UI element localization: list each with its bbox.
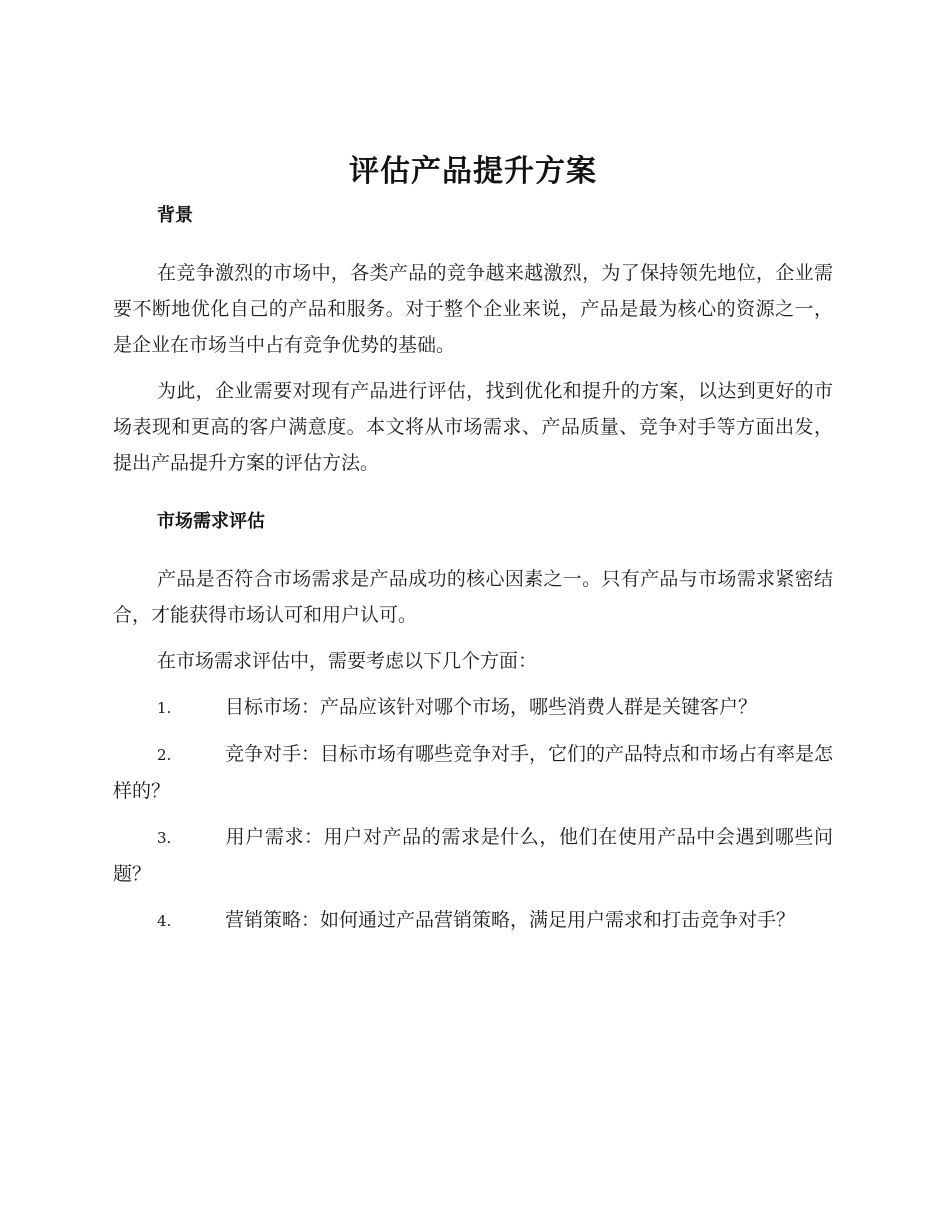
list-number: 3. [157,829,172,847]
paragraph: 为此，企业需要对现有产品进行评估，找到优化和提升的方案，以达到更好的市场表现和更高的客户满意度。本文将从市场需求、产品质量、竞争对手等方面出发，提出产品提升方案的评估方法。 [113,380,833,474]
paragraph: 在市场需求评估中，需要考虑以下几个方面： [157,650,538,672]
document-title: 评估产品提升方案 [349,154,597,189]
section-heading-background: 背景 [157,205,193,226]
list-item-text: 营销策略：如何通过产品营销策略，满足用户需求和打击竞争对手？ [225,909,796,931]
list-number: 4. [157,912,172,930]
list-item [113,902,833,939]
paragraph: 在竞争激烈的市场中，各类产品的竞争越来越激烈，为了保持领先地位，企业需要不断地优化自己的产品和服务。对于整个企业来说，产品是最为核心的资源之一，是企业在市场当中占有竞争优势的基础。 [113,262,833,356]
paragraph: 产品是否符合市场需求是产品成功的核心因素之一。只有产品与市场需求紧密结合，才能获得市场认可和用户认可。 [113,568,833,626]
list-item [113,819,833,892]
list-item [113,689,833,726]
list-item [113,736,833,809]
list-number: 2. [157,746,172,764]
section-heading-market-demand: 市场需求评估 [157,511,265,532]
list-number: 1. [157,699,172,717]
document-body [113,150,833,939]
list-item-text: 用户需求：用户对产品的需求是什么，他们在使用产品中会遇到哪些问题？ [113,826,833,885]
list-item-text: 目标市场：产品应该针对哪个市场，哪些消费人群是关键客户？ [225,696,758,718]
list-item-text: 竞争对手：目标市场有哪些竞争对手，它们的产品特点和市场占有率是怎样的？ [113,743,834,802]
